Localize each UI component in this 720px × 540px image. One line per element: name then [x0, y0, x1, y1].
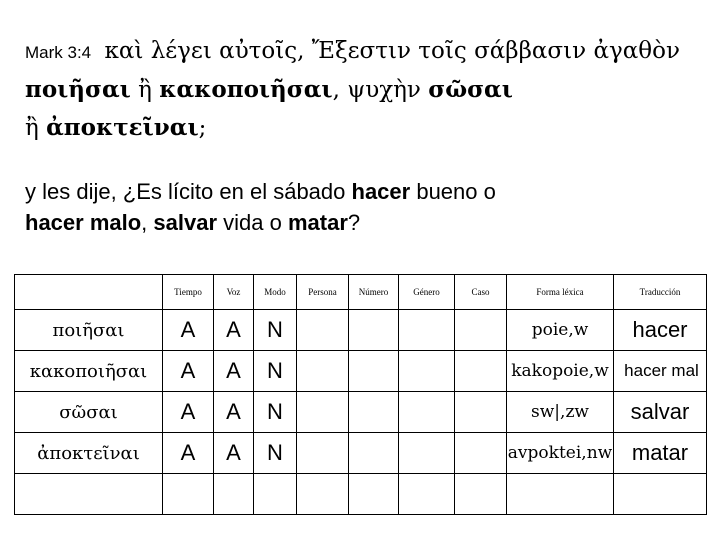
verse-word-apokteinai: ἀποκτεῖναι [46, 114, 199, 141]
header-cell-voz: Voz [214, 275, 254, 310]
cell-voz: A [214, 392, 254, 433]
header-cell-genero: Género [399, 275, 455, 310]
cell-caso [455, 351, 507, 392]
cell-traduccion: salvar [614, 392, 707, 433]
cell-genero [399, 433, 455, 474]
cell-modo: N [254, 351, 297, 392]
cell-voz: A [214, 433, 254, 474]
cell-empty [214, 474, 254, 515]
cell-persona [297, 392, 349, 433]
cell-tiempo: A [163, 310, 214, 351]
cell-persona [297, 433, 349, 474]
cell-empty [297, 474, 349, 515]
verse-word-sosai: σῶσαι [428, 76, 513, 103]
cell-persona [297, 351, 349, 392]
table-row [15, 392, 707, 433]
cell-empty [15, 474, 163, 515]
translation-word-matar: matar [287, 210, 348, 235]
header-cell-caso: Caso [455, 275, 507, 310]
cell-forma-lexica: kakopoie,w [507, 351, 614, 392]
spanish-translation [25, 176, 705, 238]
cell-empty [455, 474, 507, 515]
table-row [15, 351, 707, 392]
cell-word: ἀποκτεῖναι [15, 433, 163, 474]
verse-reference: Mark 3:4 [25, 43, 92, 62]
header-cell-persona: Persona [297, 275, 349, 310]
cell-traduccion: hacer [614, 310, 707, 351]
parsing-table [14, 274, 707, 515]
cell-voz: A [214, 310, 254, 351]
verse-text: , ψυχὴν [332, 77, 429, 103]
verse-text: ἢ [130, 77, 160, 103]
translation-word-salvar: salvar [153, 210, 218, 235]
cell-tiempo: A [163, 351, 214, 392]
header-cell-forma-lexica: Forma léxica [507, 275, 614, 310]
cell-genero [399, 310, 455, 351]
cell-traduccion: hacer mal [614, 351, 707, 392]
verse-text: ἢ [25, 115, 47, 141]
cell-word: σῶσαι [15, 392, 163, 433]
translation-text: , [141, 210, 154, 235]
cell-modo: N [254, 433, 297, 474]
header-cell-traduccion: Traducción [614, 275, 707, 310]
cell-numero [349, 310, 399, 351]
cell-tiempo: A [163, 433, 214, 474]
translation-word-hacer: hacer [351, 179, 411, 204]
cell-voz: A [214, 351, 254, 392]
table-header-row [15, 275, 707, 310]
verse-word-poiesai: ποιῆσαι [25, 76, 131, 103]
cell-empty [349, 474, 399, 515]
cell-modo: N [254, 392, 297, 433]
table-row [15, 310, 707, 351]
translation-text: ? [347, 210, 361, 235]
verse-text: ; [198, 115, 207, 141]
cell-empty [614, 474, 707, 515]
translation-text: y les dije, ¿Es lícito en el sábado [25, 179, 352, 204]
cell-numero [349, 392, 399, 433]
cell-numero [349, 351, 399, 392]
cell-forma-lexica: avpoktei,nw [507, 433, 614, 474]
cell-forma-lexica: poie,w [507, 310, 614, 351]
cell-empty [163, 474, 214, 515]
translation-word-hacer-malo: hacer malo [25, 210, 142, 235]
cell-caso [455, 310, 507, 351]
table-row-empty [15, 474, 707, 515]
verse-text: καὶ λέγει αὐτοῖς, Ἔξεστιν τοῖς σάββασιν ἀγαθὸν [104, 38, 680, 64]
cell-caso [455, 433, 507, 474]
cell-genero [399, 351, 455, 392]
cell-empty [507, 474, 614, 515]
header-cell-word [15, 275, 163, 310]
cell-word: κακοποιῆσαι [15, 351, 163, 392]
greek-verse [25, 33, 705, 147]
cell-tiempo: A [163, 392, 214, 433]
cell-empty [399, 474, 455, 515]
cell-traduccion: matar [614, 433, 707, 474]
cell-caso [455, 392, 507, 433]
translation-text: bueno o [410, 179, 496, 204]
cell-modo: N [254, 310, 297, 351]
cell-word: ποιῆσαι [15, 310, 163, 351]
cell-persona [297, 310, 349, 351]
cell-numero [349, 433, 399, 474]
translation-text: vida o [217, 210, 288, 235]
cell-genero [399, 392, 455, 433]
cell-forma-lexica: sw|,zw [507, 392, 614, 433]
table-row [15, 433, 707, 474]
header-cell-numero: Número [349, 275, 399, 310]
cell-empty [254, 474, 297, 515]
verse-word-kakopoiesai: κακοποιῆσαι [159, 76, 333, 103]
header-cell-tiempo: Tiempo [163, 275, 214, 310]
header-cell-modo: Modo [254, 275, 297, 310]
